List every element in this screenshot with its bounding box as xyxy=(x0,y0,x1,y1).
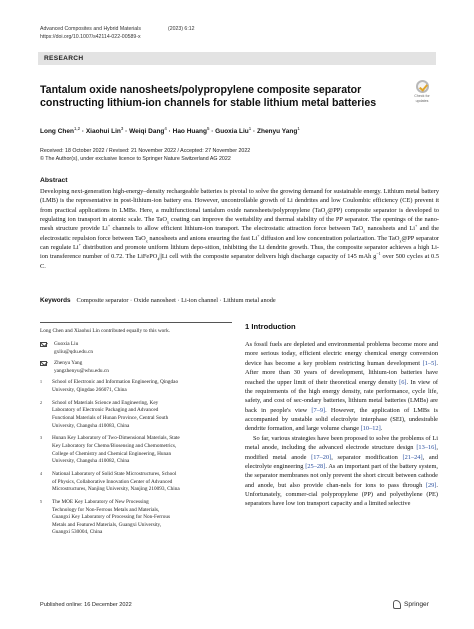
keywords-line xyxy=(40,297,276,304)
footnote-divider xyxy=(40,322,232,323)
affiliation-line: Laboratory of Electronic Packaging and Advanced xyxy=(52,407,159,414)
affiliation-line: Functional Materials of Hunan Province, Central South xyxy=(52,414,169,421)
author[interactable]: Xiaohui Lin xyxy=(85,128,121,136)
affiliation xyxy=(40,471,232,494)
affiliation-line: The MOE Key Laboratory of New Processing xyxy=(52,499,149,506)
affiliation xyxy=(40,499,232,537)
affiliation-number: 2 xyxy=(40,399,42,405)
copyright: © The Author(s), under exclusive licence to Springer Nature Switzerland AG 2022 xyxy=(40,155,231,162)
springer-horse-icon xyxy=(393,600,401,609)
contribution-note: Long Chen and Xiaohui Lin contributed equally to this work. xyxy=(40,328,171,334)
contact-name: Zhenyu Yang xyxy=(54,360,83,367)
affiliation-number: 3 xyxy=(40,435,42,441)
author[interactable]: Guoxia Liu xyxy=(215,128,249,136)
intro-paragraph: So far, various strategies have been proposed to solve the problems of Li metal anode, including the advanced electrode structure design [13–16], modified metal anode [17–20], separator modification [21–24], and electrolyte engineering [25–28]. As an important part of the battery system, the separator membranes not only prevent the short circuit between cathode and anode, but also provide chan-nels for ions to pass through [29]. Unfortunately, commer-cial polypropylene (PP) and polyethylene (PE) separators have low ion transport capacity and a limited selective xyxy=(245,434,439,508)
affiliation-line: National Laboratory of Solid State Microstructures, School xyxy=(52,471,177,478)
paper-title xyxy=(40,84,400,111)
affiliation xyxy=(40,379,232,394)
affiliation-list xyxy=(40,379,232,536)
publisher-name: Springer xyxy=(404,601,429,608)
affiliation-number: 4 xyxy=(40,471,42,477)
email-icon xyxy=(40,361,47,366)
affiliation-line: Metals and Featured Materials, Guangxi University, xyxy=(52,521,162,528)
title-line-1: Tantalum oxide nanosheets/polypropylene composite separator xyxy=(40,84,362,96)
keywords-list: Composite separator · Oxide nanosheet · Li-ion channel · Lithium metal anode xyxy=(76,297,276,304)
crossmark-label-2: updates xyxy=(415,99,429,104)
affiliation-line: School of Materials Science and Engineering, Key xyxy=(52,399,159,406)
publisher-logo xyxy=(393,600,429,609)
affiliation-line: Hunan Key Laboratory of Two-Dimensional Materials, State xyxy=(52,435,180,442)
check-for-updates-button[interactable] xyxy=(411,80,433,103)
introduction-heading: 1 Introduction xyxy=(245,322,296,331)
affiliation xyxy=(40,435,232,465)
author-list: Long Chen$^{1,2}$ · Xiaohui Lin$^3$ · Weiqi Dang$^4$ · Hao Huang$^5$ · Guoxia Liu$^1$ · Zhenyu Yang$^1$ xyxy=(40,126,300,136)
article-history xyxy=(40,148,250,164)
affiliation-line: of Physics, Collaborative Innovation Center of Advanced xyxy=(52,478,173,485)
section-label-bar xyxy=(38,52,436,65)
contact-email[interactable]: yangzhenyu@whu.edu.cn xyxy=(54,367,109,374)
affiliation-line: University, Changsha 410082, China xyxy=(52,458,130,465)
author[interactable]: Zhenyu Yang xyxy=(257,128,298,136)
author[interactable]: Weiqi Dang xyxy=(129,128,165,136)
affiliation-line: School of Electronic and Information Engineering, Qingdao xyxy=(52,379,179,386)
dates: Received: 18 October 2022 / Revised: 21 November 2022 / Accepted: 27 November 2022 xyxy=(40,148,251,154)
affiliation-line: Guangxi 530004, China xyxy=(52,529,103,536)
crossmark-icon xyxy=(416,80,429,93)
author-affiliation: 1 xyxy=(248,126,252,131)
abstract-heading: Abstract xyxy=(40,177,68,184)
author[interactable]: Long Chen xyxy=(40,128,74,136)
contact-name: Guoxia Liu xyxy=(54,341,79,347)
running-header xyxy=(40,26,195,41)
title-line-2: constructing lithium-ion channels for stable lithium metal batteries xyxy=(40,97,377,110)
doi-link[interactable]: https://doi.org/10.1007/s42114-022-00589-x xyxy=(40,33,141,40)
affiliation-line: Key Laboratory for Chemo/Biosensing and Chemometrics, xyxy=(52,442,177,449)
author-affiliation: 3 xyxy=(120,126,124,131)
affiliation-line: University, Qingdao 266071, China xyxy=(52,386,127,393)
affiliation-number: 5 xyxy=(40,499,42,505)
affiliation-line: Microstructures, Nanjing University, Nanjing 210093, China xyxy=(52,486,180,493)
author-affiliation: 1,2 xyxy=(73,126,81,131)
contact-entry xyxy=(40,341,232,356)
abstract-body: Developing next-generation high-energy–density rechargeable batteries is pivotal to solve the growing demand for sustainable energy. Lithium metal battery (LMB) is the representative in post-lithium-ion battery era. However, uncontrollable growth of Li dendrites and low Coulombic efficiency (CE) prevent it from practical applications in LMBs. Here, a multifunctional tantalum oxide nanosheets/polypropylene (TaO$_x$@PP) composite separator is developed to regulating ion transport in atomic scale. The TaO$_x$ coating can improve the wettability and thermal stability of the PP separator. The openings of the nano-mesh structure provide Li+ channels to allow efficient lithium-ion transport. The electrostatic attraction force between TaO$_x$ nanosheets and Li+ and the electrostatic repulsion force between TaO$_x$ nanosheets and anions ensuring the fast Li+ diffusion and low concentration polarization. The TaO$_x$@PP separator can regulate Li+ distribution and promote uniform lithium depo-sition, inhibiting the Li dendrite growth. Thus, the composite separator achieves a high Li-ion transference number of 0.72. The LiFePO$_4$||Li cell with the composite separator delivers high discharge capacity of 145 mAh $g^{-1}$ over 500 cycles at 0.5 C. xyxy=(40,188,440,270)
author-affiliation: 4 xyxy=(164,126,167,131)
published-online: Published online: 16 December 2022 xyxy=(40,602,132,608)
journal-name: Advanced Composites and Hybrid Materials xyxy=(40,26,141,32)
volume-info: (2023) 6:12 xyxy=(168,26,195,32)
section-label: RESEARCH xyxy=(44,55,84,62)
contact-email[interactable]: gxliu@qdu.edu.cn xyxy=(54,348,94,355)
affiliation xyxy=(40,400,232,430)
author-affiliation: 5 xyxy=(206,126,210,131)
contact-entry xyxy=(40,360,232,375)
author-affiliation: 1 xyxy=(297,126,300,131)
affiliation-line: Technology for Non-Ferrous Metals and Materials, xyxy=(52,506,160,513)
crossmark-label-1: Check for xyxy=(414,94,430,98)
author[interactable]: Hao Huang xyxy=(172,128,207,136)
affiliation-line: College of Chemistry and Chemical Engineering, Hunan xyxy=(52,450,172,457)
affiliation-line: University, Changsha 410083, China xyxy=(52,422,130,429)
affiliation-number: 1 xyxy=(40,379,42,385)
affiliation-line: Guangxi Key Laboratory of Processing for Non-Ferrous xyxy=(52,514,171,521)
keywords-label: Keywords xyxy=(40,297,71,304)
corresponding-authors xyxy=(40,341,232,375)
intro-paragraph: As fossil fuels are depleted and environmental problems become more and more serious today, efficient electric energy chemical energy conversion device has become a key problem restricting human development [1–5]. After more than 30 years of development, lithium-ion batteries have reached the upper limit of their theoretical energy density [6]. In view of the requirements of the high energy density, rate performance, cycle life, safety, and cost of sec-ondary batteries, lithium metal batteries (LMBs) are back in people's view [7–9]. However, the application of LMBs is accompanied by unstable solid electrolyte interphase (SEI), undesirable dendrite formation, and large volume change [10–12]. xyxy=(245,341,438,433)
email-icon xyxy=(40,342,47,347)
footnote-column xyxy=(40,322,232,542)
introduction-body xyxy=(245,340,438,509)
